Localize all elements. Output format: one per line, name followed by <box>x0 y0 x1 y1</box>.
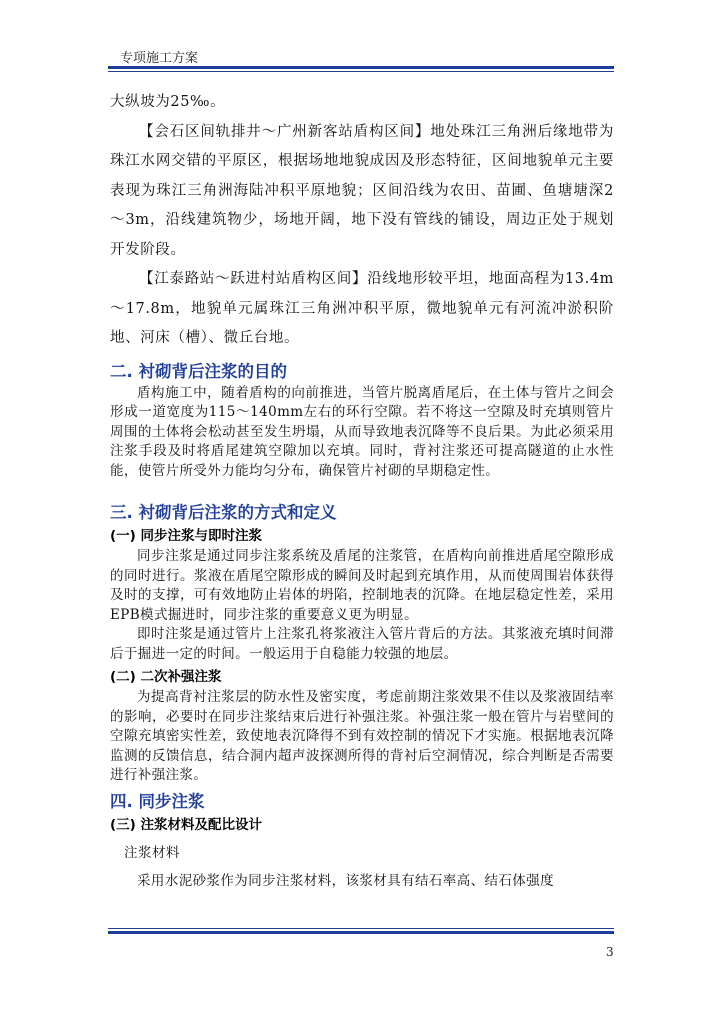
page-number: 3 <box>606 945 614 959</box>
heading-section-two: 二. 衬砌背后注浆的目的 <box>110 361 288 381</box>
header-rule-thick <box>108 66 614 69</box>
document-header-title: 专项施工方案 <box>120 51 199 66</box>
paragraph-kuishi-section: 【会石区间轨排井～广州新客站盾构区间】地处珠江三角洲后缘地带为珠江水网交错的平原区，根据场地地貌成因及形态特征，区间地貌单元主要表现为珠江三角洲海陆冲积平原地貌；区间沿线为农田、苗圃、鱼塘塘深2～3m，沿线建筑物少，场地开阔，地下没有管线的铺设，周边正处于规划开发阶段。 <box>110 123 614 258</box>
heading-sub-two: (二) 二次补强注浆 <box>110 669 222 685</box>
paragraph-grouting-purpose: 盾构施工中，随着盾构的向前推进，当管片脱离盾尾后，在土体与管片之间会形成一道宽度为115～140mm左右的环行空隙。若不将这一空隙及时充填则管片周围的土体将会松动甚至发生坍塌，从而导致地表沉降等不良后果。为此必须采用注浆手段及时将盾尾建筑空隙加以充填。同时，背衬注浆还可提高隧道的止水性能，使管片所受外力能均匀分布，确保管片衬砌的早期稳定性。 <box>110 384 614 479</box>
paragraph-grouting-material: 采用水泥砂浆作为同步注浆材料，该浆材具有结石率高、结石体强度 <box>137 872 554 889</box>
paragraph-continuation: 大纵坡为25‰。 <box>110 94 226 110</box>
heading-section-three: 三. 衬砌背后注浆的方式和定义 <box>110 503 337 522</box>
footer-rule-thick <box>108 931 614 934</box>
heading-sub-three: (三) 注浆材料及配比设计 <box>110 816 263 833</box>
label-grouting-material: 注浆材料 <box>124 844 180 861</box>
footer-rule-thin <box>108 928 614 929</box>
paragraph-jiangtai-section: 【江泰路站～跃进村站盾构区间】沿线地形较平坦，地面高程为13.4m～17.8m，地貌单元属珠江三角洲冲积平原，微地貌单元有河流冲淤积阶地、河床（槽）、微丘台地。 <box>110 271 614 346</box>
heading-section-four: 四. 同步注浆 <box>110 791 205 811</box>
paragraph-secondary-grouting: 为提高背衬注浆层的防水性及密实度，考虑前期注浆效果不佳以及浆液固结率的影响，必要时在同步注浆结束后进行补强注浆。补强注浆一般在管片与岩壁间的空隙充填密实性差，致使地表沉降得不到有效控制的情况下才实施。根据地表沉降监测的反馈信息，结合洞内超声波探测所得的背衬后空洞情况，综合判断是否需要进行补强注浆。 <box>110 689 614 783</box>
header-rule-thin <box>108 71 614 72</box>
page-body <box>110 88 614 891</box>
heading-sub-one: (一) 同步注浆与即时注浆 <box>110 528 263 544</box>
paragraph-sync-grouting: 同步注浆是通过同步注浆系统及盾尾的注浆管，在盾构向前推进盾尾空隙形成的同时进行。浆液在盾尾空隙形成的瞬间及时起到充填作用，从而使周围岩体获得及时的支撑，可有效地防止岩体的坍陷，控制地表的沉降。在地层稳定性差，采用EPB模式掘进时，同步注浆的重要意义更为明显。 <box>110 548 614 623</box>
paragraph-instant-grouting: 即时注浆是通过管片上注浆孔将浆液注入管片背后的方法。其浆液充填时间滞后于掘进一定的时间。一般运用于自稳能力较强的地层。 <box>110 626 614 662</box>
